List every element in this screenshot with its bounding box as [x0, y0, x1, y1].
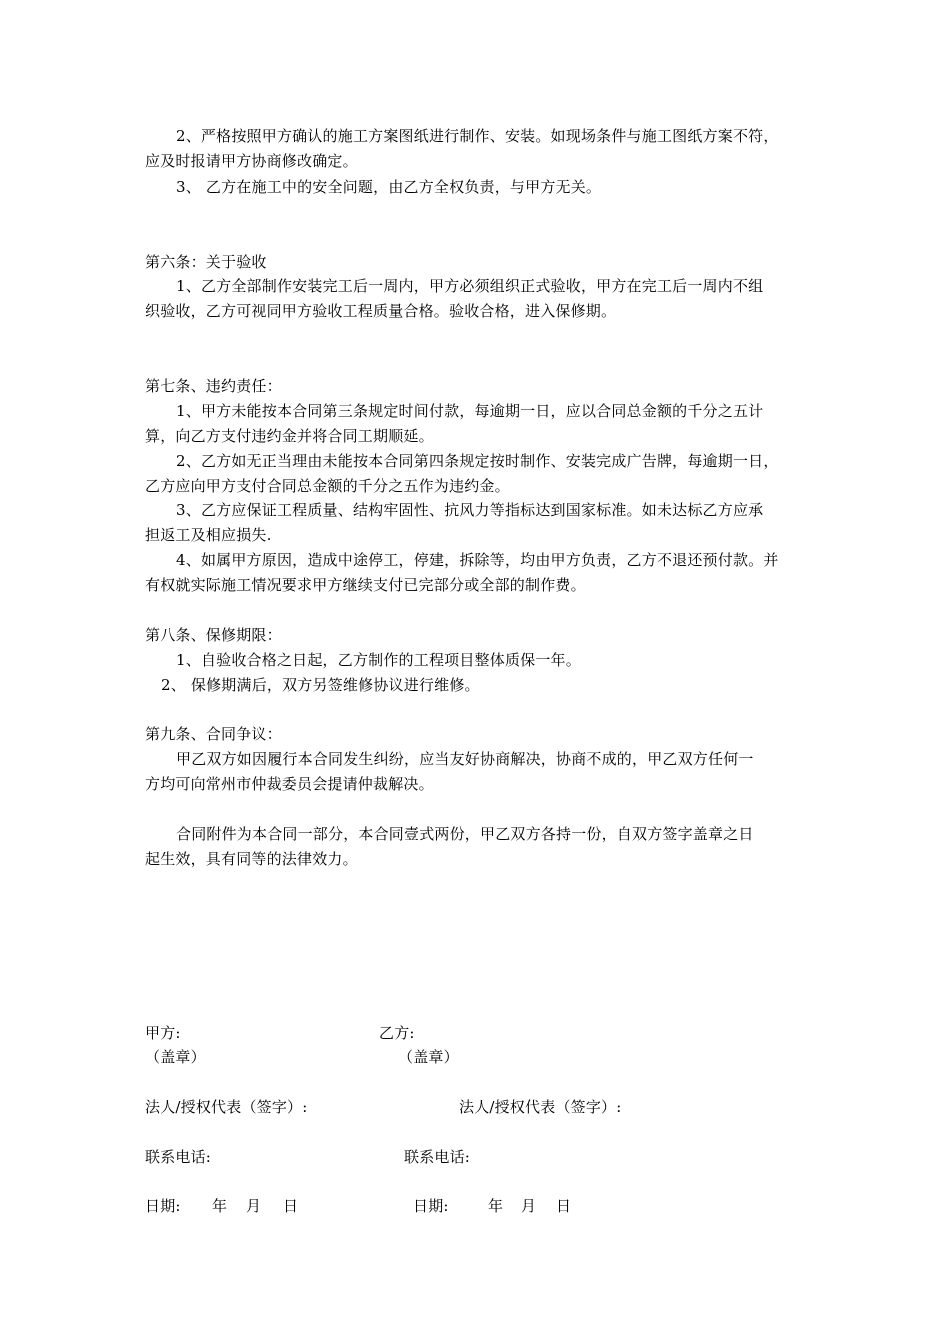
party-b-date-month: 月 — [521, 1197, 537, 1215]
party-b-date-label: 日期: — [413, 1197, 449, 1215]
closing-line-2: 起生效，具有同等的法律效力。 — [145, 850, 358, 868]
clause-7-1-line-1: 1、甲方未能按本合同第三条规定时间付款，每逾期一日，应以合同总金额的千分之五计 — [176, 402, 764, 420]
clause-8-1: 1、自验收合格之日起，乙方制作的工程项目整体质保一年。 — [176, 651, 581, 669]
party-b-label: 乙方: — [379, 1024, 415, 1042]
clause-5-3: 3、 乙方在施工中的安全问题，由乙方全权负责，与甲方无关。 — [176, 178, 602, 196]
party-b-date-day: 日 — [556, 1197, 572, 1215]
party-a-date-label: 日期: — [145, 1197, 181, 1215]
party-a-date-day: 日 — [283, 1197, 299, 1215]
party-a-representative: 法人/授权代表（签字）: — [145, 1098, 308, 1116]
clause-5-2-line-1: 2、严格按照甲方确认的施工方案图纸进行制作、安装。如现场条件与施工图纸方案不符， — [176, 127, 779, 145]
clause-7-3-line-1: 3、乙方应保证工程质量、结构牢固性、抗风力等指标达到国家标准。如未达标乙方应承 — [176, 501, 764, 519]
clause-9-line-1: 甲乙双方如因履行本合同发生纠纷，应当友好协商解决，协商不成的，甲乙双方任何一 — [176, 750, 754, 768]
clause-7-3-line-2: 担返工及相应损失. — [145, 526, 272, 544]
party-b-phone: 联系电话: — [404, 1148, 471, 1166]
article-8-heading: 第八条、保修期限： — [145, 626, 282, 644]
clause-7-2-line-1: 2、乙方如无正当理由未能按本合同第四条规定按时制作、安装完成广告牌，每逾期一日， — [176, 452, 779, 470]
clause-8-2: 2、 保修期满后，双方另签维修协议进行维修。 — [161, 676, 480, 694]
party-b-representative: 法人/授权代表（签字）: — [459, 1098, 622, 1116]
article-6-heading: 第六条：关于验收 — [145, 253, 267, 271]
party-b-date-year: 年 — [488, 1197, 504, 1215]
clause-9-line-2: 方均可向常州市仲裁委员会提请仲裁解决。 — [145, 775, 434, 793]
party-b-seal: （盖章） — [398, 1048, 459, 1066]
party-a-label: 甲方: — [145, 1024, 181, 1042]
clause-5-2-line-2: 应及时报请甲方协商修改确定。 — [145, 152, 358, 170]
clause-7-2-line-2: 乙方应向甲方支付合同总金额的千分之五作为违约金。 — [145, 477, 510, 495]
party-a-date-month: 月 — [246, 1197, 262, 1215]
clause-6-1-line-1: 1、乙方全部制作安装完工后一周内，甲方必须组织正式验收，甲方在完工后一周内不组 — [176, 277, 764, 295]
party-a-phone: 联系电话: — [145, 1148, 212, 1166]
clause-7-4-line-1: 4、如属甲方原因，造成中途停工，停建，拆除等，均由甲方负责，乙方不退还预付款。并 — [176, 551, 779, 569]
clause-6-1-line-2: 织验收，乙方可视同甲方验收工程质量合格。验收合格，进入保修期。 — [145, 302, 617, 320]
clause-7-1-line-2: 算，向乙方支付违约金并将合同工期顺延。 — [145, 427, 434, 445]
article-7-heading: 第七条、违约责任： — [145, 377, 282, 395]
clause-7-4-line-2: 有权就实际施工情况要求甲方继续支付已完部分或全部的制作费。 — [145, 576, 586, 594]
closing-line-1: 合同附件为本合同一部分，本合同壹式两份，甲乙双方各持一份，自双方签字盖章之日 — [176, 825, 754, 843]
party-a-seal: （盖章） — [145, 1048, 206, 1066]
article-9-heading: 第九条、合同争议： — [145, 725, 282, 743]
party-a-date-year: 年 — [212, 1197, 228, 1215]
